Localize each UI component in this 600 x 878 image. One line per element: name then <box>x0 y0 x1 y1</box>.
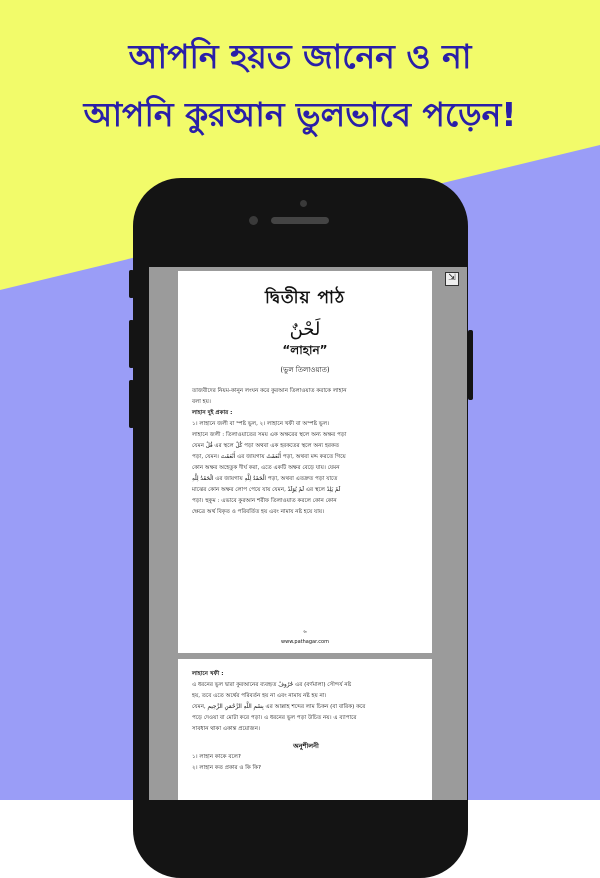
text-line: পড়ে দেওয়া বা মোটা করে পড়া। এ ধরনের ভুল পড়া উচিত নয়। এ ব্যাপারে <box>192 715 357 721</box>
page-footer-site: www.pathagar.com <box>281 639 329 645</box>
document-page-2 <box>178 659 432 800</box>
text-line: যেমন قُلْ এর স্থলে كُلْ পড়া অথবা এক হরকতের স্থলে অন্য হরকত <box>192 443 340 449</box>
text-line: ১। লাহানে জলী বা স্পষ্ট ভুল, ২। লাহানে খফী বা অস্পষ্ট ভুল। <box>192 421 330 427</box>
text-line: তাজবীদের নিয়ম-কানুন লংঘন করে কুরআন তিলাওয়াত করাকে লাহান <box>192 388 347 394</box>
text-line: বলা হয়। <box>192 399 211 405</box>
expand-icon[interactable]: ⇲ <box>445 272 459 286</box>
exercise-item: ২। লাহান কত প্রকার ও কি কি? <box>192 765 262 771</box>
text-line: এ ধরনের ভুল দ্বারা কুরআনের ব্যবহৃত حُرُوفْ এর (বর্ণমালা) সৌন্দর্য নষ্ট <box>192 682 352 688</box>
front-camera <box>249 216 258 225</box>
exercise-title: অনুশীলনী <box>293 742 319 750</box>
arabic-heading: لَحْنٌ <box>289 319 321 340</box>
document-page-1 <box>178 271 432 653</box>
text-line: সাবধান থাকা একান্ত প্রয়োজন। <box>192 726 260 732</box>
document-viewer[interactable] <box>149 267 467 800</box>
text-line: কোন অক্ষর অহেতুক দীর্ঘ করা, এতে একটি অক্ষর বেড়ে যায়। যেমন <box>192 465 340 471</box>
page-title: দ্বিতীয় পাঠ <box>264 288 346 308</box>
text-line: ক্ষেত্রে অর্থ বিকৃত ও পরিবর্তিত হয় এবং নামায নষ্ট হয়ে যায়। <box>192 509 325 515</box>
page-number: ৬ <box>303 629 307 635</box>
headline-line-1: আপনি হয়ত জানেন ও না <box>128 37 472 76</box>
page-body <box>178 659 432 774</box>
text-line: লাহানে খফী : <box>192 671 224 677</box>
page-body <box>178 376 432 518</box>
headline-line-2: আপনি কুরআন ভুলভাবে পড়েন! <box>83 95 517 134</box>
headline <box>0 28 600 144</box>
phone-power-button <box>468 330 473 400</box>
text-line: মাঝের কোন অক্ষর লোপ পেয়ে যায় যেমন, لَمْ يُوَلَدْ এর স্থলে لَمْ يَلِدْ <box>192 487 341 493</box>
text-line: পড়া। হুকুম : এভাবে কুরআন শরীফ তিলাওয়াত করলে কোন কোন <box>192 498 337 504</box>
page-subtitle: “লাহান” <box>282 343 328 357</box>
text-line: الْحَمْدُ لِلَّهِ এর জায়গায় الْحَمْدُ لِلَّهِ পড়া, অথবা এতদ্রুত পড়া যাতে <box>192 476 338 482</box>
earpiece-speaker <box>271 217 329 224</box>
page-subnote: (ভুল তিলাওয়াত) <box>280 366 330 374</box>
text-line: যেমন, بِسْمِ اللَّهِ الرَّحْمَنِ الرَّحِيمِ এর আল্লাহ শব্দের লাম চিকন (বা বারিক) করে <box>192 704 366 710</box>
exercise-item: ১। লাহান কাকে বলে? <box>192 754 241 760</box>
text-line: লাহান দুই প্রকার : <box>192 410 233 416</box>
phone-side-button <box>129 270 134 298</box>
text-line: হয়, তবে এতে অর্থের পরিবর্তন হয় না এবং নামায নষ্ট হয় না। <box>192 693 327 699</box>
text-line: পড়া, যেমন। أَنْعَمْتَ এর জায়গায় أَنْعَمْتُ পড়া, অথবা মদ্দ করতে গিয়ে <box>192 454 346 460</box>
proximity-sensor <box>300 200 307 207</box>
text-line: লাহানে জলী : তিলাওয়াতের সময় এক অক্ষরের স্থলে অন্য অক্ষর পড়া <box>192 432 347 438</box>
phone-volume-up-button <box>129 320 134 368</box>
phone-volume-down-button <box>129 380 134 428</box>
